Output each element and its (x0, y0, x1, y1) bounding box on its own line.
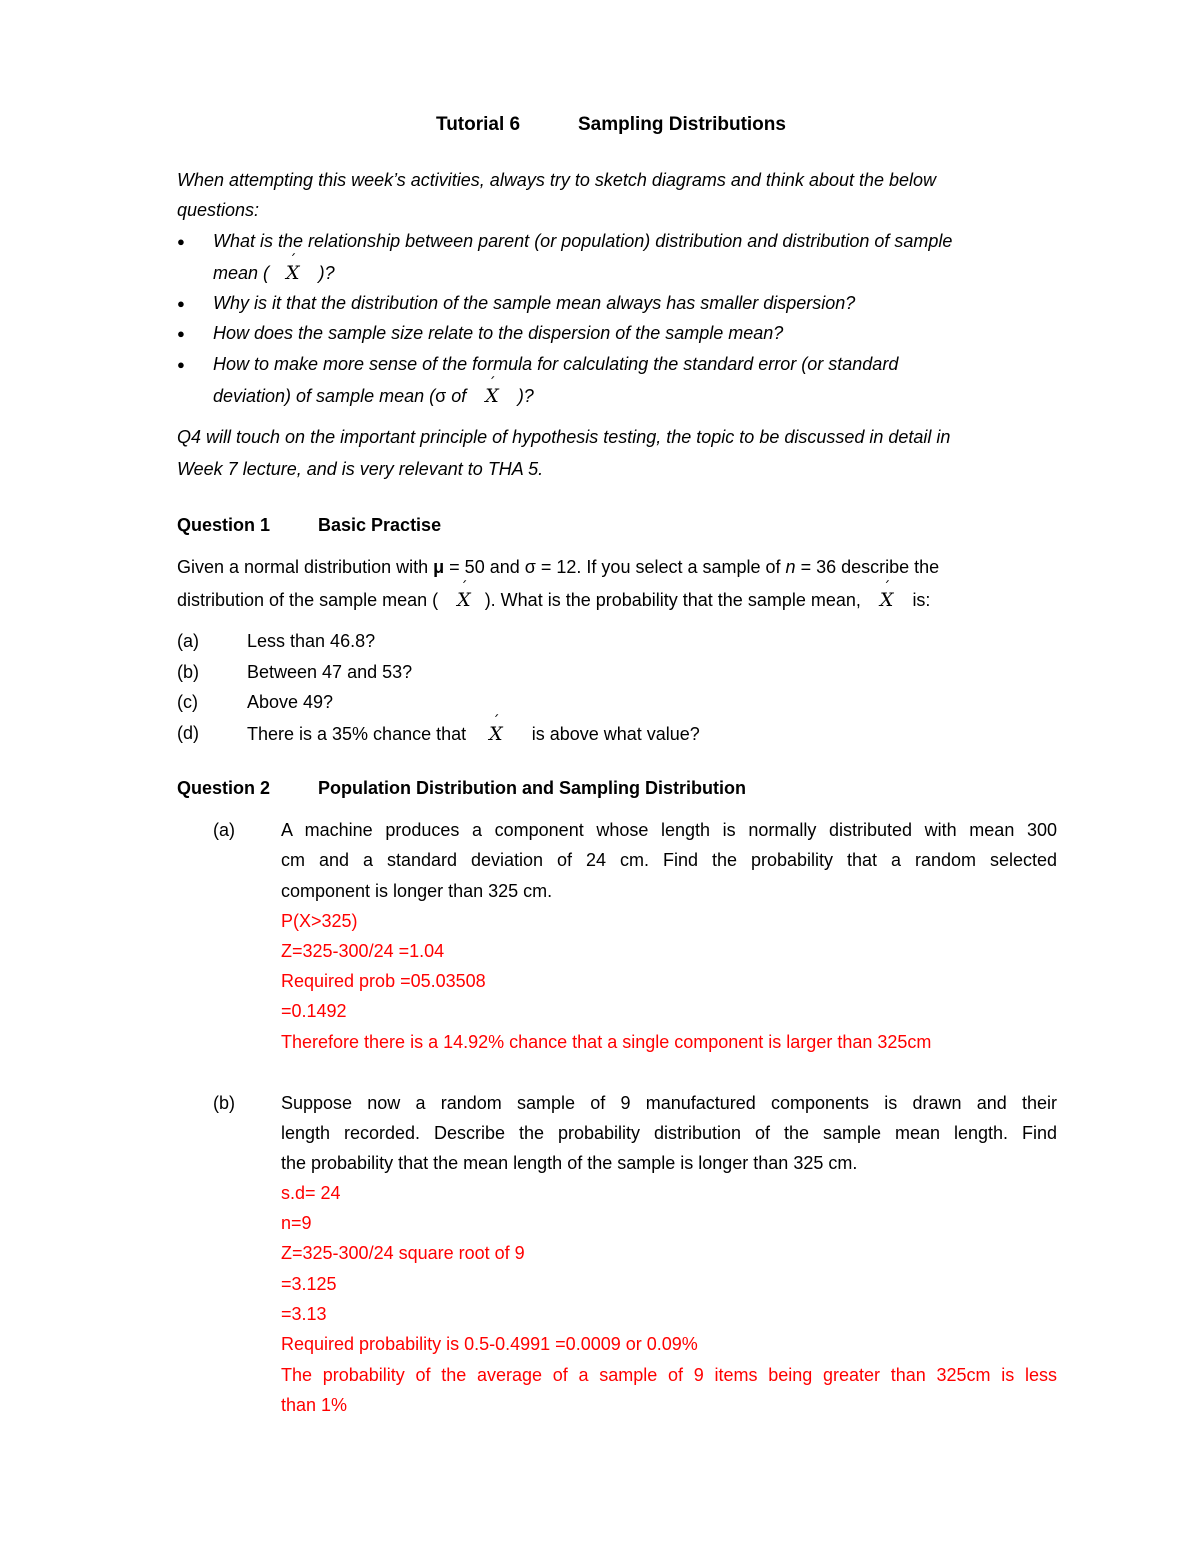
x-bar-symbol: ´ X (489, 723, 503, 745)
answer-line: =0.1492 (281, 1001, 347, 1021)
bullet-1-mean-close: )? (318, 263, 335, 283)
q1-label: Question 1 (177, 515, 271, 535)
q2-a-label: (a) (213, 820, 235, 840)
answer-conclusion-line-1: The probability of the average of a sample of 9 items being greater than 325cm is less (281, 1365, 1057, 1385)
answer-line: =3.125 (281, 1274, 337, 1294)
bullet-4-line-2 (213, 385, 534, 407)
q1-text-b: = 50 and (449, 557, 520, 577)
bullet-icon: ● (177, 326, 185, 341)
n-symbol: n (785, 557, 796, 577)
bullet-4-text-c: )? (517, 386, 534, 406)
x-bar-symbol: ´ X (880, 589, 894, 611)
bullet-4-line-1: How to make more sense of the formula for calculating the standard error (or standard (213, 354, 899, 374)
answer-conclusion-line-2: than 1% (281, 1395, 348, 1415)
intro-line-2: questions: (177, 200, 260, 220)
q2-b-line-1: Suppose now a random sample of 9 manufactured components is drawn and their (281, 1093, 1057, 1113)
answer-line: Z=325-300/24 =1.04 (281, 941, 445, 961)
q1-text-d: = 36 describe the (800, 557, 940, 577)
bullet-3: How does the sample size relate to the dispersion of the sample mean? (213, 323, 784, 343)
bullet-icon: ● (177, 296, 185, 311)
bullet-4-text-a: deviation) of sample mean ( (213, 386, 436, 406)
bullet-4-text-b: of (451, 386, 467, 406)
q1-item-label: (a) (177, 631, 199, 651)
q1-line-1 (177, 557, 939, 578)
q1-item-text: Less than 46.8? (247, 631, 376, 651)
q1-item-label: (b) (177, 662, 199, 682)
q2-a-line-3: component is longer than 325 cm. (281, 881, 553, 901)
sigma-symbol: σ (524, 557, 536, 577)
q1-item-text: Above 49? (247, 692, 334, 712)
q1-text-a: Given a normal distribution with (177, 557, 429, 577)
q1-text-c: = 12. If you select a sample of (540, 557, 781, 577)
q1-item-label: (c) (177, 692, 198, 712)
q1-item-d-text (247, 723, 700, 745)
x-bar-symbol: ´ X (457, 589, 471, 611)
intro-line-1: When attempting this week’s activities, always try to sketch diagrams and think about the below (177, 170, 937, 190)
q1-heading: Basic Practise (318, 515, 442, 535)
q2-b-line-3: the probability that the mean length of the sample is longer than 325 cm. (281, 1153, 858, 1173)
answer-line: Z=325-300/24 square root of 9 (281, 1243, 525, 1263)
q2-heading: Population Distribution and Sampling Distribution (318, 778, 746, 798)
q1-text-e: distribution of the sample mean ( (177, 590, 439, 610)
mu-symbol: μ (433, 557, 445, 577)
bullet-1-line-1: What is the relationship between parent (or population) distribution and distribution of sample (213, 231, 953, 251)
q2-b-line-2: length recorded. Describe the probability distribution of the sample mean length. Find (281, 1123, 1057, 1143)
answer-line: Required prob =05.03508 (281, 971, 486, 991)
note-line-2: Week 7 lecture, and is very relevant to THA 5. (177, 459, 544, 479)
q1-item-label: (d) (177, 723, 199, 743)
bullet-1-line-2 (213, 262, 335, 284)
answer-line: =3.13 (281, 1304, 327, 1324)
answer-line: Therefore there is a 14.92% chance that a single component is larger than 325cm (281, 1032, 932, 1052)
answer-line: Required probability is 0.5-0.4991 =0.0009 or 0.09% (281, 1334, 698, 1354)
answer-line: s.d= 24 (281, 1183, 341, 1203)
q1-item-d-text-a: There is a 35% chance that (247, 724, 467, 744)
title-topic: Sampling Distributions (578, 114, 786, 135)
bullet-1-mean-open: mean ( (213, 263, 270, 283)
x-bar-symbol: ´ X (286, 262, 300, 284)
q2-a-line-1: A machine produces a component whose length is normally distributed with mean 300 (281, 820, 1057, 840)
q1-text-f: ). What is the probability that the sample mean, (484, 590, 861, 610)
x-bar-symbol: ´ X (485, 385, 499, 407)
q2-b-label: (b) (213, 1093, 235, 1113)
q2-a-line-2: cm and a standard deviation of 24 cm. Find the probability that a random selected (281, 850, 1057, 870)
answer-line: n=9 (281, 1213, 312, 1233)
sigma-symbol: σ (435, 386, 447, 406)
q1-text-g: is: (912, 590, 931, 610)
q2-label: Question 2 (177, 778, 271, 798)
q1-line-2 (177, 589, 930, 611)
bullet-icon: ● (177, 234, 185, 249)
q1-item-d-text-b: is above what value? (531, 724, 700, 744)
answer-line: P(X>325) (281, 911, 358, 931)
bullet-icon: ● (177, 357, 185, 372)
q1-item-text: Between 47 and 53? (247, 662, 413, 682)
bullet-2: Why is it that the distribution of the sample mean always has smaller dispersion? (213, 293, 856, 313)
title-tutorial-number: Tutorial 6 (436, 114, 521, 135)
note-line-1: Q4 will touch on the important principle of hypothesis testing, the topic to be discussed in detail in (177, 427, 951, 447)
